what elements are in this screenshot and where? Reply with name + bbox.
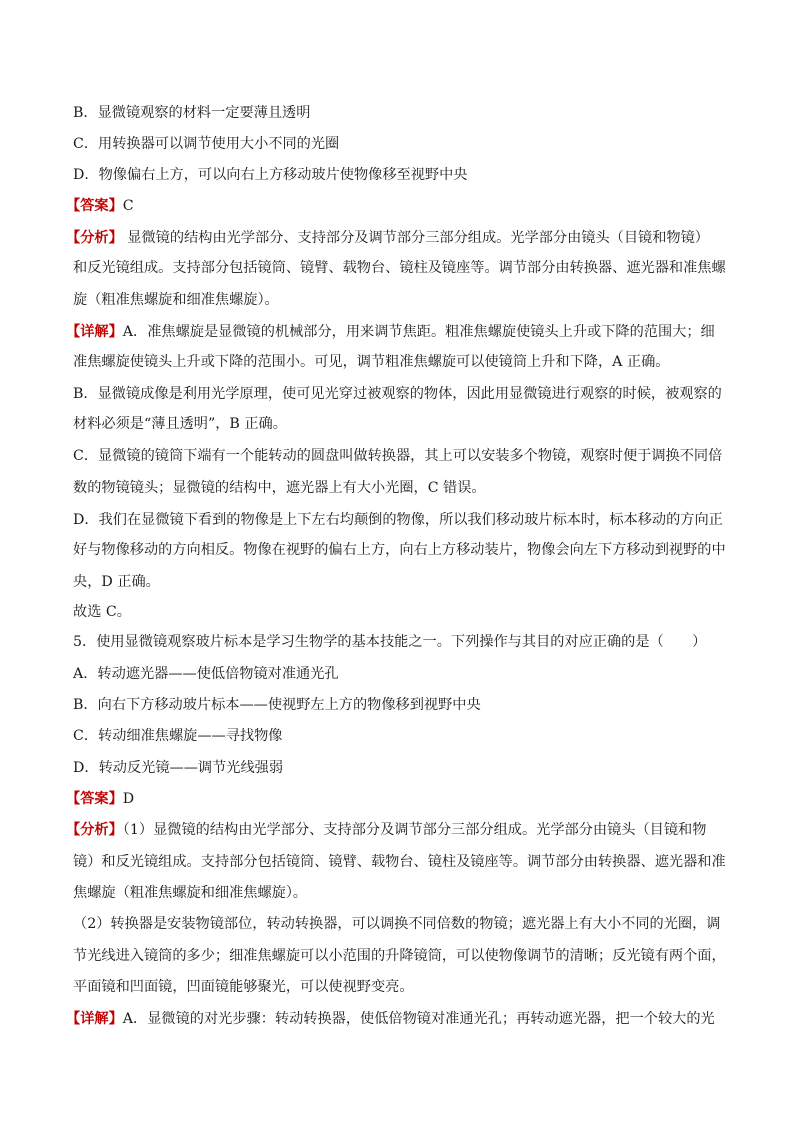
answer-value: D bbox=[122, 791, 135, 807]
q4-detail-line-5: C．显微镜的镜筒下端有一个能转动的圆盘叫做转换器，其上可以安装多个物镜，观察时便于调换不同倍 bbox=[73, 448, 723, 464]
q5-option-a: A．转动遮光器——使低倍物镜对准通光孔 bbox=[73, 666, 339, 682]
answer-tag: 【答案】 bbox=[66, 198, 123, 214]
q4-detail-line-4: 材料必须是“薄且透明”，B 正确。 bbox=[73, 416, 287, 432]
q4-detail-line-9: 央，D 正确。 bbox=[73, 574, 160, 590]
analysis-tag: 【分析】 bbox=[66, 822, 123, 838]
q5-analysis-line-6: 平面镜和凹面镜，凹面镜能够聚光，可以使视野变亮。 bbox=[73, 979, 414, 995]
q5-stem: 5．使用显微镜观察玻片标本是学习生物学的基本技能之一。下列操作与其目的对应正确的是（ ） bbox=[73, 634, 707, 650]
q4-analysis-line-3: 旋（粗准焦螺旋和细准焦螺旋）。 bbox=[73, 292, 279, 308]
q5-answer bbox=[66, 789, 134, 809]
q5-analysis-line-2: 镜）和反光镜组成。支持部分包括镜筒、镜臂、载物台、镜柱及镜座等。调节部分由转换器、遮光器和准 bbox=[73, 854, 726, 870]
q5-option-d: D．转动反光镜——调节光线强弱 bbox=[73, 760, 284, 776]
q4-answer bbox=[66, 196, 134, 216]
detail-tag: 【详解】 bbox=[66, 324, 123, 340]
q4-analysis-line-2: 和反光镜组成。支持部分包括镜筒、镜臂、载物台、镜柱及镜座等。调节部分由转换器、遮光器和准焦螺 bbox=[73, 260, 726, 276]
q4-detail-line-8: 好与物像移动的方向相反。物像在视野的偏右上方，向右上方移动装片，物像会向左下方移动到视野的中 bbox=[73, 542, 726, 558]
q5-analysis-line-1: 【分析】（1）显微镜的结构由光学部分、支持部分及调节部分三部分组成。光学部分由镜头（目镜和物 bbox=[66, 822, 707, 838]
answer-tag: 【答案】 bbox=[66, 791, 123, 807]
q4-conclusion: 故选 C。 bbox=[73, 604, 131, 620]
q5-analysis-line-5: 节光线进入镜筒的多少；细准焦螺旋可以小范围的升降镜筒，可以使物像调节的清晰；反光镜有两个面， bbox=[73, 948, 726, 964]
q4-detail-line-7: D．我们在显微镜下看到的物像是上下左右均颠倒的物像，所以我们移动玻片标本时，标本移动的方向正 bbox=[73, 512, 723, 528]
q4-option-d: D．物像偏右上方，可以向右上方移动玻片使物像移至视野中央 bbox=[73, 167, 468, 183]
q4-detail-line-3: B．显微镜成像是利用光学原理，使可见光穿过被观察的物体，因此用显微镜进行观察的时候，被观察的 bbox=[73, 386, 722, 402]
q5-option-c: C．转动细准焦螺旋——寻找物像 bbox=[73, 728, 283, 744]
q4-detail-line-1: 【详解】A．准焦螺旋是显微镜的机械部分，用来调节焦距。粗准焦螺旋使镜头上升或下降的范围大；细 bbox=[66, 324, 715, 340]
q5-analysis-line-3: 焦螺旋（粗准焦螺旋和细准焦螺旋）。 bbox=[73, 885, 308, 901]
detail-tag: 【详解】 bbox=[66, 1011, 123, 1027]
q5-option-b: B．向右下方移动玻片标本——使视野左上方的物像移到视野中央 bbox=[73, 697, 481, 713]
q4-option-c: C．用转换器可以调节使用大小不同的光圈 bbox=[73, 136, 340, 152]
answer-value: C bbox=[122, 198, 134, 214]
analysis-tag: 【分析】 bbox=[66, 230, 123, 246]
q4-detail-line-2: 准焦螺旋使镜头上升或下降的范围小。可见，调节粗准焦螺旋可以使镜筒上升和下降，A 正确。 bbox=[73, 354, 670, 370]
q4-option-b: B．显微镜观察的材料一定要薄且透明 bbox=[73, 105, 311, 121]
q5-detail-line-1: 【详解】A．显微镜的对光步骤：转动转换器，使低倍物镜对准通光孔；再转动遮光器，把一个较大的光 bbox=[66, 1011, 715, 1027]
q4-analysis-line-1: 【分析】 显微镜的结构由光学部分、支持部分及调节部分三部分组成。光学部分由镜头（目镜和物镜） bbox=[66, 230, 709, 246]
q5-analysis-line-4: （2）转换器是安装物镜部位，转动转换器，可以调换不同倍数的物镜；遮光器上有大小不同的光圈，调 bbox=[73, 916, 721, 932]
q4-detail-line-6: 数的物镜镜头；显微镜的结构中，遮光器上有大小光圈，C 错误。 bbox=[73, 480, 486, 496]
